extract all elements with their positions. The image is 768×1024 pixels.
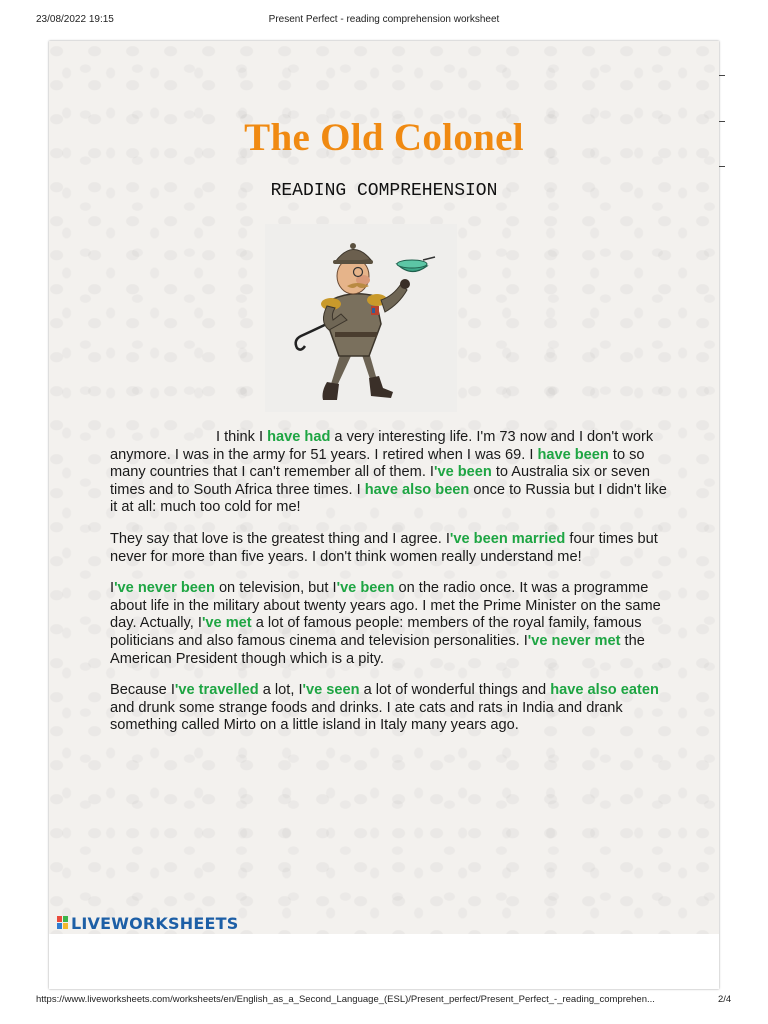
story-text-run: the American President though which is a pity. bbox=[110, 632, 645, 667]
print-document-title: Present Perfect - reading comprehension worksheet bbox=[268, 14, 500, 25]
story-text-run: four times but never for more than five years. I don't think women really understand me! bbox=[110, 530, 658, 565]
highlighted-verb: 've never been bbox=[114, 580, 215, 597]
worksheet-page bbox=[49, 41, 719, 989]
story-text-run: I bbox=[110, 580, 115, 597]
highlighted-verb: 've been married bbox=[449, 530, 566, 547]
story-paragraph bbox=[110, 531, 672, 566]
page-edge-marks bbox=[719, 41, 725, 934]
brand-name: LIVEWORKSHEETS bbox=[71, 913, 239, 933]
print-url: https://www.liveworksheets.com/worksheets/en/English_as_a_Second_Language_(ESL)/Present_perfect/Present_Perfect_-_reading_comprehen... bbox=[36, 994, 655, 1005]
page-indicator: 2/4 bbox=[718, 994, 732, 1005]
story-text-run: and drunk some strange foods and drinks. I ate cats and rats in India and drank something called Mirto on a little island in Italy many years ago. bbox=[110, 699, 623, 734]
highlighted-verb: have been bbox=[537, 446, 609, 463]
story-text bbox=[110, 429, 672, 749]
highlighted-verb: have also eaten bbox=[550, 682, 659, 699]
story-text-run: a very interesting life. I'm 73 now and I don't work anymore. I was in the army for 51 years. I retired when I was 69. I bbox=[110, 429, 654, 463]
highlighted-verb: have also been bbox=[364, 481, 470, 498]
highlighted-verb: have had bbox=[267, 429, 331, 445]
story-text-run: to so many countries that I can't remember all of them. I bbox=[110, 446, 645, 481]
colonel-illustration bbox=[265, 224, 457, 412]
highlighted-verb: 've been bbox=[433, 464, 492, 481]
worksheet-paper bbox=[49, 41, 719, 934]
highlighted-verb: 've seen bbox=[302, 682, 360, 699]
worksheet-subtitle: READING COMPREHENSION bbox=[270, 181, 498, 201]
worksheet-title: The Old Colonel bbox=[244, 116, 524, 159]
story-paragraph bbox=[110, 682, 672, 735]
story-text-run: to Australia six or seven times and to South Africa three times. I bbox=[110, 464, 650, 498]
story-paragraph bbox=[110, 580, 672, 668]
story-text-run: a lot of famous people: members of the royal family, famous politicians and also famous cinema and television personalities. I bbox=[110, 615, 642, 649]
highlighted-verb: 've met bbox=[201, 615, 252, 632]
highlighted-verb: 've travelled bbox=[174, 682, 259, 699]
story-text-run: Because I bbox=[110, 682, 175, 699]
story-text-run: They say that love is the greatest thing and I agree. I bbox=[110, 530, 450, 547]
highlighted-verb: 've been bbox=[336, 580, 395, 597]
story-text-run: a lot, I bbox=[258, 682, 303, 699]
highlighted-verb: 've never met bbox=[527, 632, 621, 649]
story-text-run: on the radio once. It was a programme about life in the military about twenty years ago. I met the Prime Minister on the same day. Actually, I bbox=[110, 580, 661, 632]
story-text-run: on television, but I bbox=[214, 580, 337, 597]
story-text-run: once to Russia but I didn't like it at all: much too cold for me! bbox=[110, 481, 667, 516]
story-paragraph bbox=[110, 429, 672, 517]
liveworksheets-logo bbox=[57, 913, 238, 933]
colonel-cartoon-icon bbox=[265, 224, 457, 412]
story-text-run: I think I bbox=[216, 429, 268, 445]
print-datetime: 23/08/2022 19:15 bbox=[36, 14, 114, 25]
print-footer bbox=[0, 994, 768, 1010]
liveworksheets-logo-icon bbox=[57, 916, 69, 930]
story-text-run: a lot of wonderful things and bbox=[359, 682, 551, 699]
print-header bbox=[0, 14, 768, 30]
